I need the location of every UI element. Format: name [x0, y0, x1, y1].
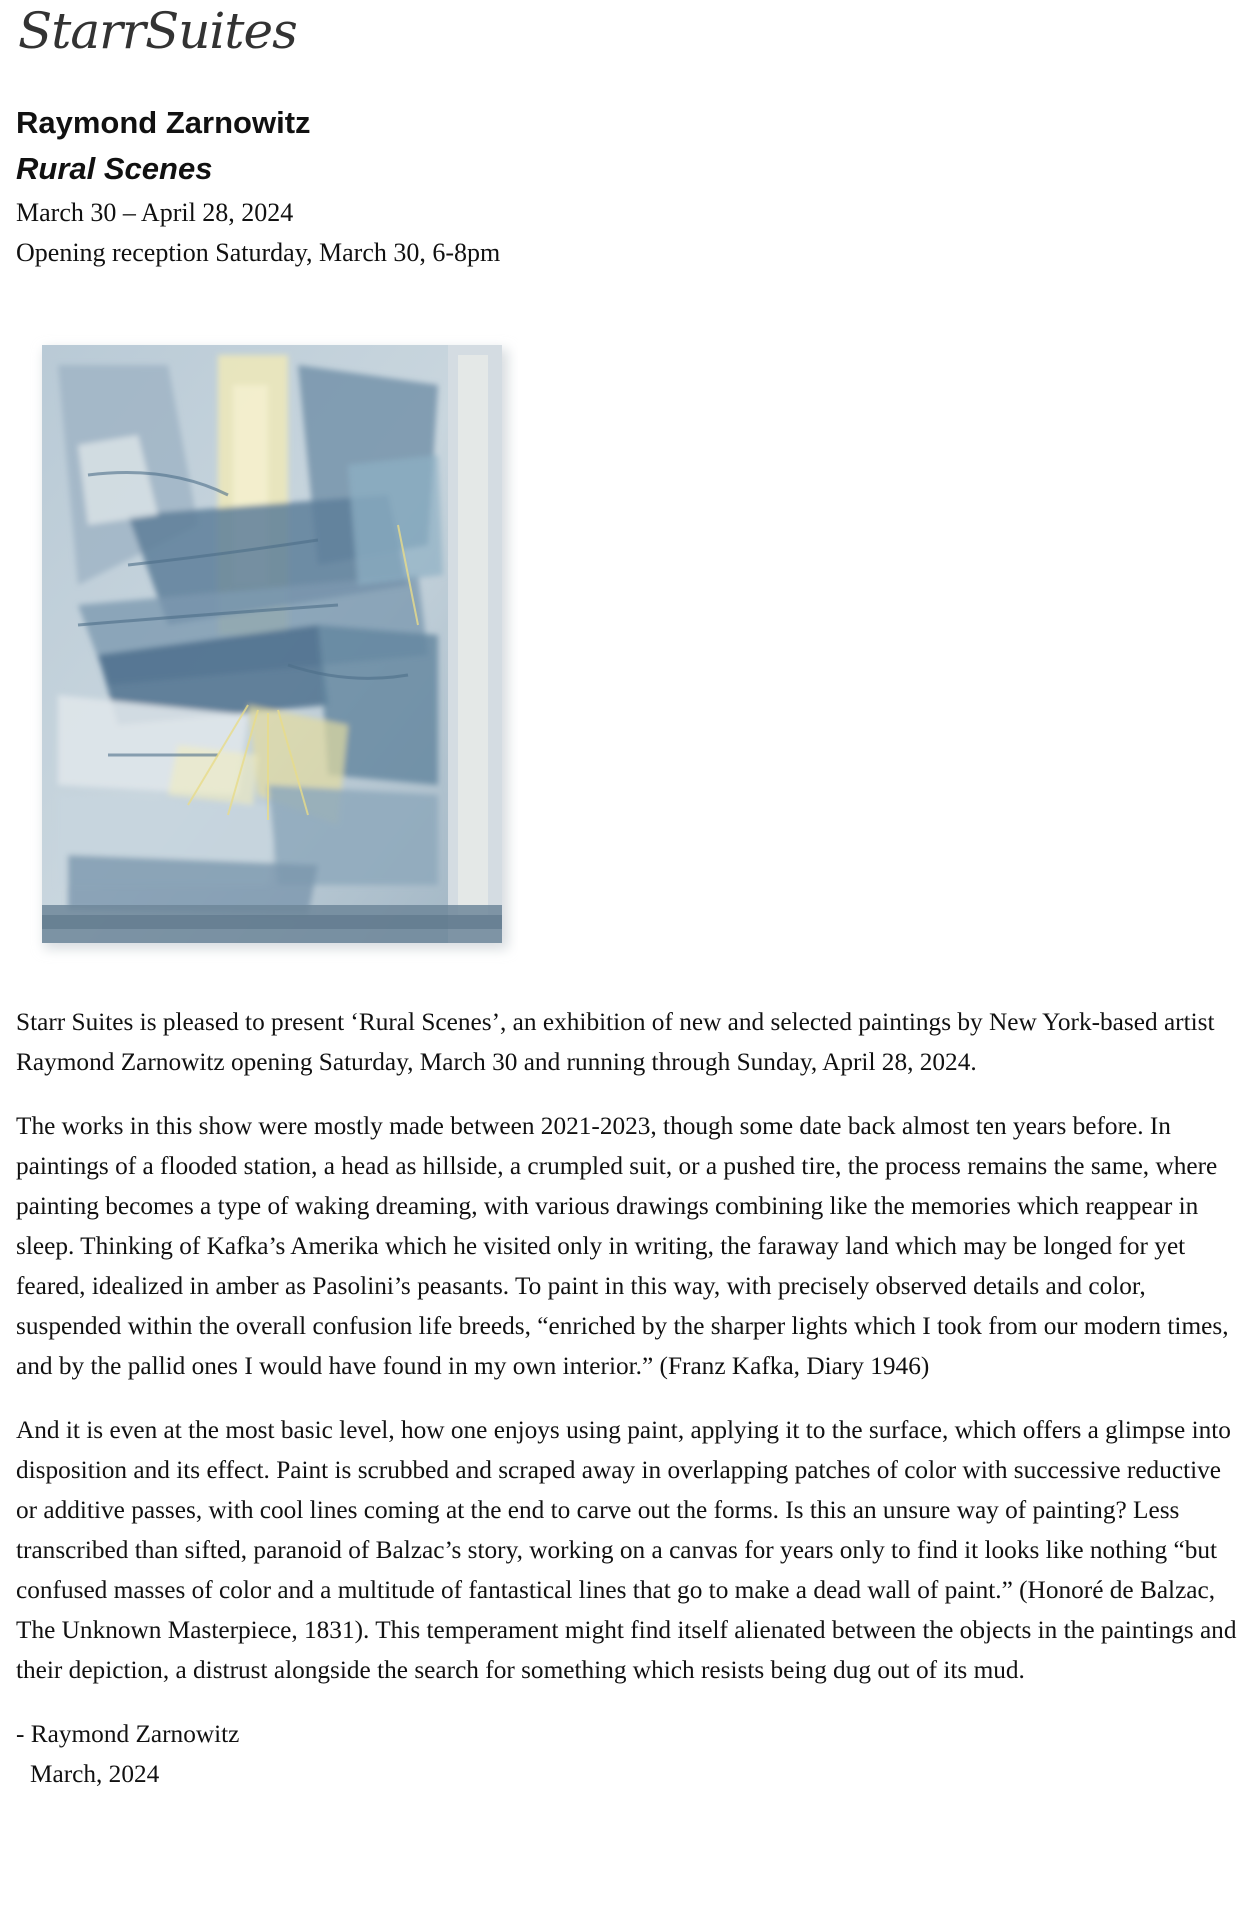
signature-name: - Raymond Zarnowitz [16, 1720, 240, 1748]
signature-date: March, 2024 [30, 1760, 160, 1788]
artist-name: Raymond Zarnowitz [16, 105, 311, 140]
painting-image [18, 325, 518, 965]
paragraph-intro: Starr Suites is pleased to present ‘Rural Scenes’, an exhibition of new and selected paintings by New York-based artist Raymond Zarnowitz opening Saturday, March 30 and running through Sunday, April 28, 2024. [16, 1008, 1215, 1076]
starr-suites-logo[interactable]: StarrSuites [18, 2, 297, 60]
press-release-body [16, 1002, 1244, 1794]
exhibition-dates: March 30 – April 28, 2024 [16, 198, 294, 227]
signature [16, 1714, 1244, 1794]
paragraph-works: The works in this show were mostly made between 2021-2023, though some date back almost ten years before. In paintings of a flooded station, a head as hillside, a crumpled suit, or a pushed tire, the process remains the same, where painting becomes a type of waking dreaming, with various drawings combining like the memories which reappear in sleep. Thinking of Kafka’s Amerika which he visited only in writing, the faraway land which may be longed for yet feared, idealized in amber as Pasolini’s peasants. To paint in this way, with precisely observed details and color, suspended within the overall confusion life breeds, “enriched by the sharper lights which I took from our modern times, and by the pallid ones I would have found in my own interior.” (Franz Kafka, Diary 1946) [16, 1112, 1229, 1380]
exhibition-title: Rural Scenes [16, 151, 213, 186]
paragraph-process: And it is even at the most basic level, how one enjoys using paint, applying it to the surface, which offers a glimpse into disposition and its effect. Paint is scrubbed and scraped away in overlapping patches of color with successive reductive or additive passes, with cool lines coming at the end to carve out the forms. Is this an unsure way of painting? Less transcribed than sifted, paranoid of Balzac’s story, working on a canvas for years only to find it looks like nothing “but confused masses of color and a multitude of fantastical lines that go to make a dead wall of paint.” (Honoré de Balzac, The Unknown Masterpiece, 1831). This temperament might find itself alienated between the objects in the paintings and their depiction, a distrust alongside the search for something which resists being dug out of its mud. [16, 1416, 1237, 1684]
opening-reception: Opening reception Saturday, March 30, 6-8pm [16, 238, 501, 267]
